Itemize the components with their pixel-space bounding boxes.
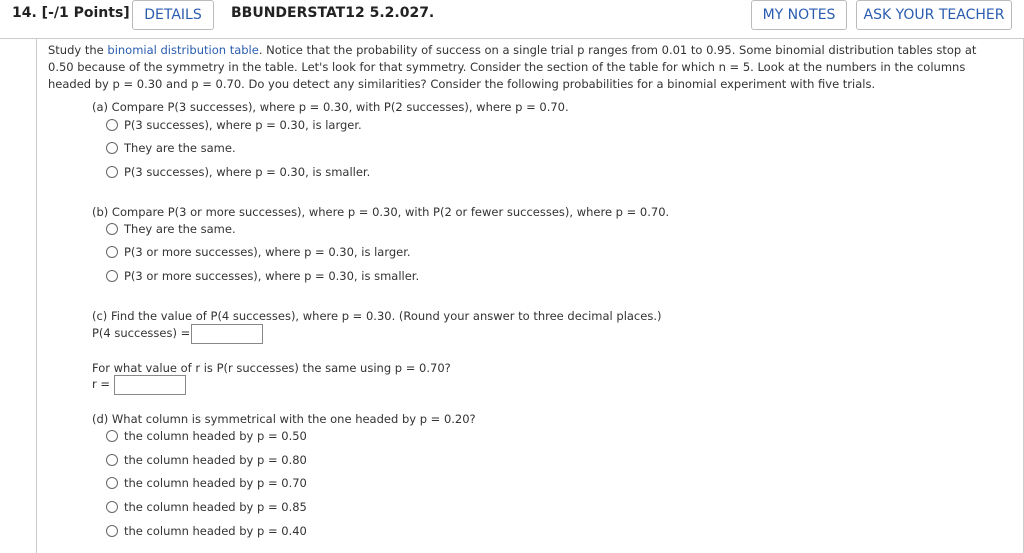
part-b-option-2[interactable] (106, 245, 411, 259)
part-d-prompt: (d) What column is symmetrical with the one headed by p = 0.20? (92, 412, 476, 426)
part-d-option-4[interactable] (106, 500, 307, 514)
radio-icon[interactable] (106, 525, 118, 537)
part-d-option-5[interactable] (106, 524, 307, 538)
option-label: P(3 or more successes), where p = 0.30, is smaller. (124, 269, 420, 283)
radio-icon[interactable] (106, 223, 118, 235)
question-number: 14. [-/1 Points] (12, 5, 130, 21)
intro-text (48, 42, 988, 93)
radio-icon[interactable] (106, 166, 118, 178)
radio-icon[interactable] (106, 246, 118, 258)
radio-icon[interactable] (106, 270, 118, 282)
p4-answer-label: P(4 successes) = (92, 326, 191, 340)
option-label: P(3 or more successes), where p = 0.30, is larger. (124, 245, 411, 259)
part-d-option-3[interactable] (106, 476, 307, 490)
radio-icon[interactable] (106, 430, 118, 442)
part-b-option-3[interactable] (106, 269, 419, 283)
radio-icon[interactable] (106, 142, 118, 154)
radio-icon[interactable] (106, 477, 118, 489)
question-header (0, 0, 1024, 39)
binomial-table-link[interactable]: binomial distribution table (107, 43, 259, 57)
details-button[interactable]: DETAILS (132, 0, 214, 30)
option-label: P(3 successes), where p = 0.30, is larger. (124, 118, 362, 132)
option-label: the column headed by p = 0.85 (124, 500, 307, 514)
problem-code: BBUNDERSTAT12 5.2.027. (231, 5, 435, 21)
part-d-option-1[interactable] (106, 429, 307, 443)
r-answer-input[interactable] (114, 375, 186, 395)
option-label: the column headed by p = 0.70 (124, 476, 307, 490)
option-label: P(3 successes), where p = 0.30, is smaller. (124, 165, 371, 179)
radio-icon[interactable] (106, 501, 118, 513)
r-answer-label: r = (92, 377, 111, 391)
option-label: the column headed by p = 0.40 (124, 524, 307, 538)
p4-answer-input[interactable] (191, 324, 263, 344)
part-d-option-2[interactable] (106, 453, 307, 467)
option-label: They are the same. (124, 222, 236, 236)
ask-teacher-button[interactable]: ASK YOUR TEACHER (856, 0, 1012, 30)
intro-text-rest: . Notice that the probability of success on a single trial p ranges from 0.01 to 0.95. Some binomial distribution tables stop at 0.50 because of the symmetry in the table. Let's look for that symmetry. Consider the section of the table for which n = 5. Look at the numbers in the columns headed by p = 0.30 and p = 0.70. Do you detect any similarities? Consider the following probabilities for a binomial experiment with five trials. (48, 43, 977, 91)
part-b-option-1[interactable] (106, 222, 236, 236)
part-a-option-2[interactable] (106, 141, 236, 155)
part-a-prompt: (a) Compare P(3 successes), where p = 0.30, with P(2 successes), where p = 0.70. (92, 100, 569, 114)
option-label: the column headed by p = 0.80 (124, 453, 307, 467)
option-label: They are the same. (124, 141, 236, 155)
radio-icon[interactable] (106, 454, 118, 466)
part-c-followup-prompt: For what value of r is P(r successes) the same using p = 0.70? (92, 361, 451, 375)
part-a-option-3[interactable] (106, 165, 370, 179)
my-notes-button[interactable]: MY NOTES (751, 0, 847, 30)
part-b-prompt: (b) Compare P(3 or more successes), where p = 0.30, with P(2 or fewer successes), where p = 0.70. (92, 205, 670, 219)
radio-icon[interactable] (106, 119, 118, 131)
intro-text-start: Study the (48, 43, 108, 57)
option-label: the column headed by p = 0.50 (124, 429, 307, 443)
part-c-prompt: (c) Find the value of P(4 successes), where p = 0.30. (Round your answer to three decimal places.) (92, 309, 662, 323)
part-a-option-1[interactable] (106, 118, 362, 132)
